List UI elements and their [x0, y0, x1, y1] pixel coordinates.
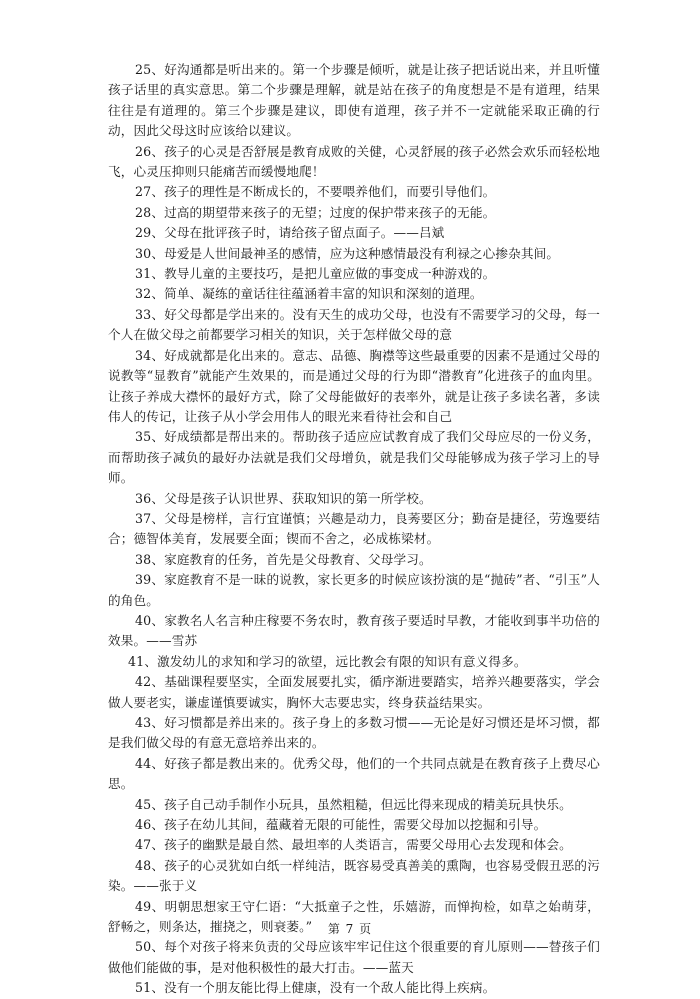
quote-paragraph-34: 34、好成就都是化出来的。意志、品德、胸襟等这些最重要的因素不是通过父母的说教等“显教育”就能产生效果的，而是通过父母的行为即“潜教育”化进孩子的血肉里。让孩子养成大襟怀的最好方式，除了父母能做好的表率外，就是让孩子多读名著，多读伟人的传记，让孩子从小学会用伟人的眼光来看待社会和自己 [108, 347, 600, 424]
page-content [108, 60, 600, 999]
quote-paragraph-30: 30、母爱是人世间最神圣的感情，应为这种感情最没有利禄之心掺杂其间。 [135, 245, 560, 261]
quote-paragraph-27: 27、孩子的理性是不断成长的，不要喂养他们，而要引导他们。 [135, 184, 496, 200]
quote-paragraph-49: 49、明朝思想家王守仁语：“大抵童子之性，乐嬉游，而惮拘检，如草之始萌芽，舒畅之，则条达，摧挠之，则衰萎。” [108, 898, 600, 935]
page-number: 第 7 页 [327, 922, 373, 936]
quote-paragraph-32: 32、简单、凝练的童话往往蕴涵着丰富的知识和深刻的道理。 [135, 286, 483, 302]
quote-paragraph-41: 41、激发幼儿的求知和学习的欲望，远比教会有限的知识有意义得多。 [128, 653, 527, 669]
quote-paragraph-36: 36、父母是孩子认识世界、获取知识的第一所学校。 [135, 490, 432, 506]
quote-paragraph-28: 28、过高的期望带来孩子的无望；过度的保护带来孩子的无能。 [135, 204, 496, 220]
quote-paragraph-33: 33、好父母都是学出来的。没有天生的成功父母，也没有不需要学习的父母，每一个人在做父母之前都要学习相关的知识，关于怎样做父母的意 [108, 306, 600, 343]
quote-paragraph-50: 50、每个对孩子将来负责的父母应该牢牢记住这个很重要的育儿原则——替孩子们做他们能做的事，是对他积极性的最大打击。——蓝天 [108, 939, 600, 975]
quote-paragraph-44: 44、好孩子都是教出来的。优秀父母，他们的一个共同点就是在教育孩子上费尽心思。 [108, 755, 600, 792]
quote-paragraph-37: 37、父母是榜样，言行宜谨慎；兴趣是动力，良莠要区分；勤奋是捷径，劳逸要结合；德智体美育，发展要全面；锲而不舍之，必成栋梁材。 [108, 510, 600, 547]
quote-paragraph-40: 40、家教名人名言种庄稼要不务农时，教育孩子要适时早教，才能收到事半功倍的效果。——雪苏 [108, 612, 600, 649]
quote-paragraph-26: 26、孩子的心灵是否舒展是教育成败的关健，心灵舒展的孩子必然会欢乐而轻松地飞，心灵压抑则只能痛苦而缓慢地爬！ [108, 143, 600, 180]
quote-paragraph-31: 31、教导儿童的主要技巧，是把儿童应做的事变成一种游戏的。 [135, 266, 496, 282]
quote-paragraph-39: 39、家庭教育不是一昧的说教，家长更多的时候应该扮演的是“抛砖”者、“引玉”人的角色。 [108, 572, 600, 608]
quote-paragraph-38: 38、家庭教育的任务，首先是父母教育、父母学习。 [135, 551, 432, 567]
quote-paragraph-35: 35、好成绩都是帮出来的。帮助孩子适应应试教育成了我们父母应尽的一份义务，而帮助孩子减负的最好办法就是我们父母增负，就是我们父母能够成为孩子学习上的导师。 [108, 429, 600, 486]
quote-paragraph-48: 48、孩子的心灵犹如白纸一样纯洁，既容易受真善美的熏陶，也容易受假丑恶的污染。——张于义 [108, 857, 600, 894]
quote-paragraph-42: 42、基础课程要坚实，全面发展要扎实，循序渐进要踏实，培养兴趣要落实，学会做人要老实，谦虚谨慎要诚实，胸怀大志要忠实，终身获益结果实。 [108, 674, 600, 710]
quote-paragraph-47: 47、孩子的幽默是最自然、最坦率的人类语言，需要父母用心去发现和体会。 [135, 837, 572, 853]
quote-paragraph-46: 46、孩子在幼儿其间，蕴藏着无限的可能性，需要父母加以挖掘和引导。 [135, 817, 547, 833]
quote-paragraph-45: 45、孩子自己动手制作小玩具，虽然粗糙，但远比得来现成的精美玩具快乐。 [135, 796, 572, 812]
quote-paragraph-29: 29、父母在批评孩子时，请给孩子留点面子。——吕斌 [135, 225, 445, 241]
quote-paragraph-43: 43、好习惯都是养出来的。孩子身上的多数习惯——无论是好习惯还是坏习惯，都是我们做父母的有意无意培养出来的。 [108, 715, 600, 751]
quote-paragraph-25: 25、好沟通都是听出来的。第一个步骤是倾听，就是让孩子把话说出来，并且听懂孩子话里的真实意思。第二个步骤是理解，就是站在孩子的角度想是不是有道理，结果往往是有道理的。第三个步骤是建议，即使有道理，孩子并不一定就能采取正确的行动，因此父母这时应该给以建议。 [108, 62, 600, 139]
quote-paragraph-51: 51、没有一个朋友能比得上健康，没有一个敌人能比得上疾病。 [135, 980, 496, 996]
